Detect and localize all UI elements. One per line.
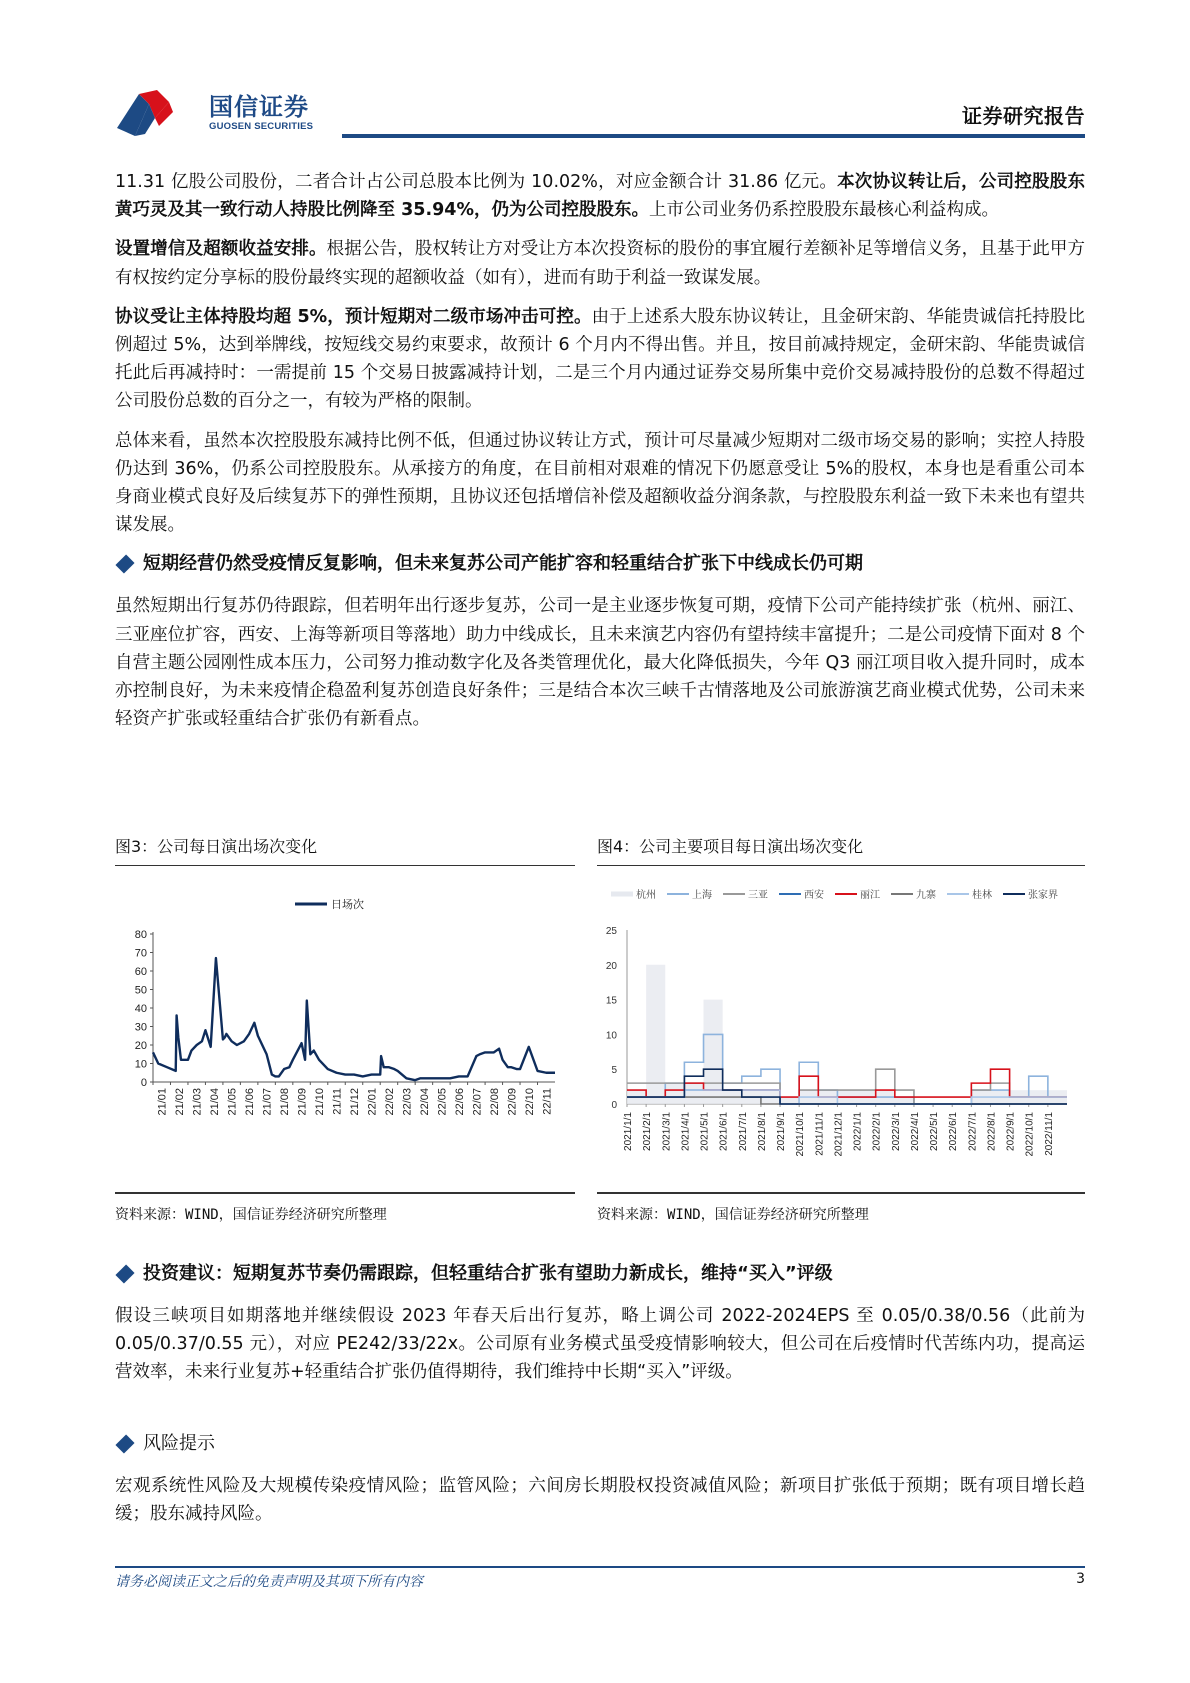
report-body-top: [115, 168, 1085, 744]
svg-text:50: 50: [134, 984, 147, 997]
section-heading-investment: [115, 1260, 1085, 1288]
svg-text:21/08: 21/08: [279, 1088, 292, 1116]
figure-title: 图3：公司每日演出场次变化: [115, 836, 575, 866]
svg-text:10: 10: [605, 1030, 617, 1042]
logo-text-en: GUOSEN SECURITIES: [209, 121, 314, 132]
svg-text:张家界: 张家界: [1028, 890, 1058, 901]
guosen-logo-icon: [115, 88, 197, 138]
svg-text:2022/5/1: 2022/5/1: [929, 1112, 941, 1151]
text-span: 根据公告，股权转让方对受让方本次投资标的股份的事宜履行差额补足等增信义务，且基于此甲方有权按约定分享标的股份最终实现的超额收益（如有），进而有助于利益一致谋发展。: [115, 239, 1086, 288]
svg-text:2022/7/1: 2022/7/1: [967, 1112, 979, 1151]
paragraph-market-impact: [115, 303, 1085, 416]
svg-text:西安: 西安: [804, 890, 824, 901]
svg-text:2021/4/1: 2021/4/1: [680, 1112, 692, 1151]
svg-text:2022/8/1: 2022/8/1: [986, 1112, 998, 1151]
svg-text:22/05: 22/05: [436, 1088, 449, 1116]
header-divider: [342, 134, 1085, 138]
svg-text:2021/5/1: 2021/5/1: [699, 1112, 711, 1151]
footer-divider: [115, 1566, 1085, 1568]
svg-text:21/09: 21/09: [296, 1088, 309, 1116]
svg-text:21/06: 21/06: [244, 1088, 257, 1116]
diamond-bullet-icon: [115, 1434, 134, 1453]
svg-text:2021/1/1: 2021/1/1: [623, 1112, 634, 1151]
svg-text:21/05: 21/05: [226, 1088, 239, 1116]
report-type-label: 证券研究报告: [962, 104, 1085, 128]
svg-text:22/08: 22/08: [488, 1088, 501, 1116]
paragraph-shareholding: [115, 168, 1085, 224]
svg-text:25: 25: [605, 926, 617, 937]
spacer: [115, 1398, 1085, 1424]
logo-text-cn: 国信证券: [209, 93, 309, 121]
svg-text:2022/1/1: 2022/1/1: [852, 1112, 864, 1151]
svg-text:20: 20: [605, 960, 617, 972]
svg-text:20: 20: [134, 1040, 147, 1052]
section-heading-risk: [115, 1430, 1085, 1458]
figure-divider: [115, 1192, 575, 1194]
text-span: 11.31 亿股公司股份，二者合计占公司总股本比例为 10.02%，对应金额合计 31.86 亿元。: [115, 172, 838, 192]
figure-4: [597, 836, 1085, 1236]
paragraph-investment-advice: 假设三峡项目如期落地并继续假设 2023 年春天后出行复苏，略上调公司 2022-2024EPS 至 0.05/0.38/0.56（此前为 0.05/0.37/0.55 元），对应 PE242/33/22x。公司原有业务模式虽受疫情影响较大，但公司在后疫情时代苦练内功，提高运营效率，未来行业复苏+轻重结合扩张仍值得期待，我们维持中长期“买入”评级。: [115, 1306, 1085, 1383]
figure-source: 资料来源：WIND，国信证券经济研究所整理: [115, 1207, 387, 1223]
section-heading-short-term: [115, 550, 1085, 578]
svg-text:日场次: 日场次: [331, 899, 364, 911]
svg-text:桂林: 桂林: [972, 890, 992, 901]
svg-text:2022/4/1: 2022/4/1: [909, 1112, 921, 1151]
svg-text:22/04: 22/04: [418, 1088, 431, 1116]
svg-text:22/06: 22/06: [453, 1088, 466, 1116]
bold-lead: 设置增信及超额收益安排。: [115, 239, 327, 260]
svg-text:21/07: 21/07: [261, 1088, 274, 1116]
svg-text:22/02: 22/02: [383, 1088, 396, 1116]
svg-text:2021/6/1: 2021/6/1: [718, 1112, 730, 1151]
section-heading-text: 短期经营仍然受疫情反复影响，但未来复苏公司产能扩容和轻重结合扩张下中线成长仍可期: [143, 553, 863, 575]
page-header: [115, 84, 1085, 144]
svg-text:22/01: 22/01: [366, 1088, 379, 1116]
section-heading-text: 风险提示: [143, 1432, 215, 1454]
section-heading-text: 投资建议：短期复苏节奏仍需跟踪，但轻重结合扩张有望助力新成长，维持“买入”评级: [143, 1263, 833, 1284]
svg-text:21/02: 21/02: [174, 1088, 187, 1116]
svg-text:22/03: 22/03: [401, 1088, 414, 1116]
svg-text:5: 5: [611, 1065, 617, 1077]
svg-text:2021/2/1: 2021/2/1: [642, 1112, 654, 1151]
svg-text:0: 0: [611, 1100, 617, 1111]
svg-text:2022/2/1: 2022/2/1: [871, 1112, 883, 1151]
svg-text:2021/9/1: 2021/9/1: [776, 1112, 788, 1151]
figures-row: [115, 836, 1085, 1236]
svg-text:60: 60: [134, 966, 147, 978]
report-body-bottom: [115, 1254, 1085, 1539]
svg-text:21/11: 21/11: [331, 1088, 344, 1115]
svg-text:2021/12/1: 2021/12/1: [833, 1112, 845, 1157]
svg-text:21/04: 21/04: [209, 1088, 222, 1116]
text-span: 上市公司业务仍系控股股东最核心利益构成。: [648, 200, 999, 221]
paragraph-growth-outlook: 虽然短期出行复苏仍待跟踪，但若明年出行逐步复苏，公司一是主业逐步恢复可期，疫情下公司产能持续扩张（杭州、丽江、三亚座位扩容，西安、上海等新项目等落地）助力中线成长，且未来演艺内容仍有望持续丰富提升；二是公司疫情下面对 8 个自营主题公园刚性成本压力，公司努力推动数字化及各类管理优化，最大化降低损失，今年 Q3 丽江项目收入提升同时，成本亦控制良好，为未来疫情企稳盈利复苏创造良好条件；三是结合本次三峡千古情落地及公司旅游演艺商业模式优势，公司未来轻资产扩张或轻重结合扩张仍有新看点。: [115, 596, 1085, 730]
svg-text:22/11: 22/11: [541, 1088, 554, 1115]
svg-text:30: 30: [134, 1021, 147, 1034]
svg-text:10: 10: [134, 1058, 147, 1071]
figure-3: [115, 836, 575, 1236]
svg-text:22/10: 22/10: [523, 1088, 536, 1116]
svg-text:丽江: 丽江: [860, 890, 880, 901]
svg-text:70: 70: [134, 947, 147, 960]
svg-text:21/12: 21/12: [349, 1088, 361, 1116]
diamond-bullet-icon: [115, 555, 134, 574]
svg-text:2021/3/1: 2021/3/1: [661, 1112, 673, 1151]
svg-text:15: 15: [605, 995, 617, 1007]
svg-text:40: 40: [134, 1003, 147, 1015]
svg-text:21/10: 21/10: [314, 1088, 327, 1116]
svg-text:21/03: 21/03: [191, 1088, 204, 1116]
svg-text:80: 80: [134, 929, 147, 941]
svg-text:杭州: 杭州: [636, 890, 656, 901]
bold-lead: 协议受让主体持股均超 5%，预计短期对二级市场冲击可控。: [115, 306, 592, 327]
disclaimer-note: 请务必阅读正文之后的免责声明及其项下所有内容: [115, 1574, 423, 1590]
svg-text:22/09: 22/09: [506, 1088, 519, 1116]
svg-text:2021/7/1: 2021/7/1: [737, 1112, 749, 1151]
figure-title: 图4：公司主要项目每日演出场次变化: [597, 836, 1085, 866]
paragraph-summary: 总体来看，虽然本次控股股东减持比例不低，但通过协议转让方式，预计可尽量减少短期对二级市场交易的影响；实控人持股仍达到 36%，仍系公司控股股东。从承接方的角度，在目前相对艰难的情况下仍愿意受让 5%的股权，本身也是看重公司本身商业模式良好及后续复苏下的弹性预期，且协议还包括增信补偿及超额收益分润条款，与控股股东利益一致下未来也有望共谋发展。: [115, 430, 1085, 536]
bold-text-span: 本次协议转让后，公司控股股东黄巧灵及其一致行动人持股比例降至 35.94%，仍为公司控股股东。: [115, 172, 1085, 221]
paragraph-credit-enhancement: [115, 235, 1085, 291]
svg-text:2021/8/1: 2021/8/1: [756, 1112, 768, 1151]
svg-text:九寨: 九寨: [916, 890, 936, 901]
diamond-bullet-icon: [115, 1264, 134, 1283]
svg-text:2021/11/1: 2021/11/1: [814, 1112, 826, 1156]
svg-text:上海: 上海: [692, 890, 712, 901]
page-number: 3: [1076, 1571, 1085, 1587]
svg-text:2021/10/1: 2021/10/1: [795, 1112, 807, 1157]
svg-text:2022/3/1: 2022/3/1: [890, 1112, 902, 1151]
paragraph-risks: 宏观系统性风险及大规模传染疫情风险；监管风险；六间房长期股权投资减值风险；新项目扩张低于预期；既有项目增长趋缓；股东减持风险。: [115, 1475, 1085, 1524]
daily-shows-line-chart: [115, 870, 575, 1190]
svg-text:22/07: 22/07: [471, 1088, 484, 1116]
svg-text:21/01: 21/01: [156, 1088, 169, 1116]
text-span: 由于上述系大股东协议转让，且金研宋韵、华能贵诚信托持股比例超过 5%，达到举牌线，按短线交易约束要求，故预计 6 个月内不得出售。并且，按目前减持规定，金研宋韵、华能贵诚信托此后再减持时：一需提前 15 个交易日披露减持计划，二是三个月内通过证券交易所集中竞价交易减持股份的总数不得超过公司股份总数的百分之一，有较为严格的限制。: [115, 306, 1085, 412]
svg-text:2022/10/1: 2022/10/1: [1024, 1112, 1036, 1157]
svg-text:0: 0: [140, 1077, 147, 1089]
svg-text:2022/6/1: 2022/6/1: [948, 1112, 960, 1151]
figure-divider: [597, 1192, 1085, 1194]
company-logo: [115, 84, 315, 140]
svg-text:2022/11/1: 2022/11/1: [1043, 1112, 1055, 1156]
figure-source: 资料来源：WIND，国信证券经济研究所整理: [597, 1207, 869, 1223]
svg-text:三亚: 三亚: [748, 890, 768, 901]
project-daily-shows-line-chart: [597, 870, 1085, 1190]
svg-text:2022/9/1: 2022/9/1: [1005, 1112, 1017, 1151]
